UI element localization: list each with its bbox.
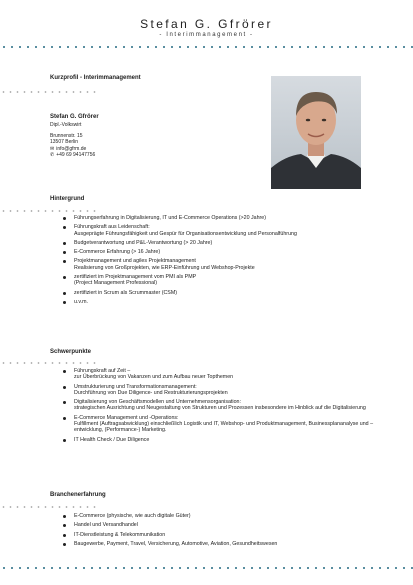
- list-item: E-Commerce (physische, wie auch digitale Güter): [62, 513, 382, 519]
- person-role: Dipl.-Volkswirt: [50, 122, 82, 129]
- list-item: Digitalisierung von Geschäftsmodellen und Unternehmensorganisation: strategischen Ausrichtung und Neugestaltung von Strukturen und Prozessen insbesondere im Hinblick auf die Digitalisierung: [62, 399, 382, 412]
- list-item: IT Health Check / Due Diligence: [62, 437, 382, 443]
- list-item: Handel und Versandhandel: [62, 522, 382, 528]
- kurzprofil-heading: Kurzprofil - Interimmanagement: [50, 75, 141, 81]
- branchen-divider: [0, 506, 100, 508]
- person-city: 13507 Berlin: [50, 139, 79, 146]
- list-item: Führungserfahrung in Digitalisierung, IT und E-Commerce Operations (>20 Jahre): [62, 215, 382, 221]
- list-item: Baugewerbe, Payment, Travel, Versicherung, Automotive, Aviation, Gesundheitswesen: [62, 541, 382, 547]
- page-subtitle: - Interimmanagement -: [159, 32, 254, 38]
- hintergrund-list: [62, 215, 382, 308]
- hintergrund-heading: Hintergrund: [50, 196, 85, 202]
- kurzprofil-divider: [0, 91, 100, 93]
- schwerpunkte-heading: Schwerpunkte: [50, 349, 92, 355]
- list-item: E-Commerce Erfahrung (> 16 Jahre): [62, 249, 382, 255]
- hintergrund-divider: [0, 210, 100, 212]
- mail-icon: ✉: [50, 145, 55, 152]
- person-street: Brunnenstr. 15: [50, 132, 83, 139]
- person-contact: [50, 114, 99, 158]
- list-item: Projektmanagement und agiles Projektmanagement Realisierung von Großprojekten, wie ERP-Einführung und Webshop-Projekte: [62, 258, 382, 271]
- schwerpunkte-list: [62, 368, 382, 446]
- list-item: Budgetverantwortung und P&L-Verantwortung (> 20 Jahre): [62, 240, 382, 246]
- person-phone[interactable]: +49 69 94147756: [56, 152, 96, 159]
- profile-photo: [271, 76, 361, 189]
- header-divider: [0, 46, 413, 48]
- person-name: Stefan G. Gfrörer: [50, 114, 99, 120]
- list-item: zertifiziert im Projektmanagement vom PMI als PMP (Project Management Professional): [62, 274, 382, 287]
- profile-photo-image: [271, 76, 361, 189]
- person-email[interactable]: info@gfrm.de: [56, 145, 87, 152]
- schwerpunkte-divider: [0, 362, 100, 364]
- list-item: Führungskraft aus Leidenschaft: Ausgeprägte Führungsfähigkeit und Gespür für Organisationsentwicklung und Personalführung: [62, 224, 382, 237]
- list-item: zertifiziert in Scrum als Scrummaster (CSM): [62, 290, 382, 296]
- page-title: Stefan G. Gfrörer: [140, 17, 273, 31]
- branchen-heading: Branchenerfahrung: [50, 492, 106, 498]
- phone-icon: ✆: [50, 152, 55, 159]
- list-item: Umstrukturierung und Transformationsmanagement: Durchführung von Due Diligence- und Restrukturierungsprojekten: [62, 384, 382, 397]
- list-item: IT-Dienstleistung & Telekommunikation: [62, 532, 382, 538]
- list-item: u.v.m.: [62, 299, 382, 305]
- branchen-list: [62, 513, 382, 550]
- person-phone-row[interactable]: [50, 152, 99, 158]
- footer-divider: [0, 567, 413, 569]
- list-item: Führungskraft auf Zeit – zur Überbrückung von Vakanzen und zum Aufbau neuer Topthemen: [62, 368, 382, 381]
- list-item: E-Commerce Management und -Operations: Fulfillment (Auftragsabwicklung) einschließlich Logistik und IT, Webshop- und Produktmanagement, Businessplananalyse und –entwicklung, (Performance-) Marketing.: [62, 415, 382, 434]
